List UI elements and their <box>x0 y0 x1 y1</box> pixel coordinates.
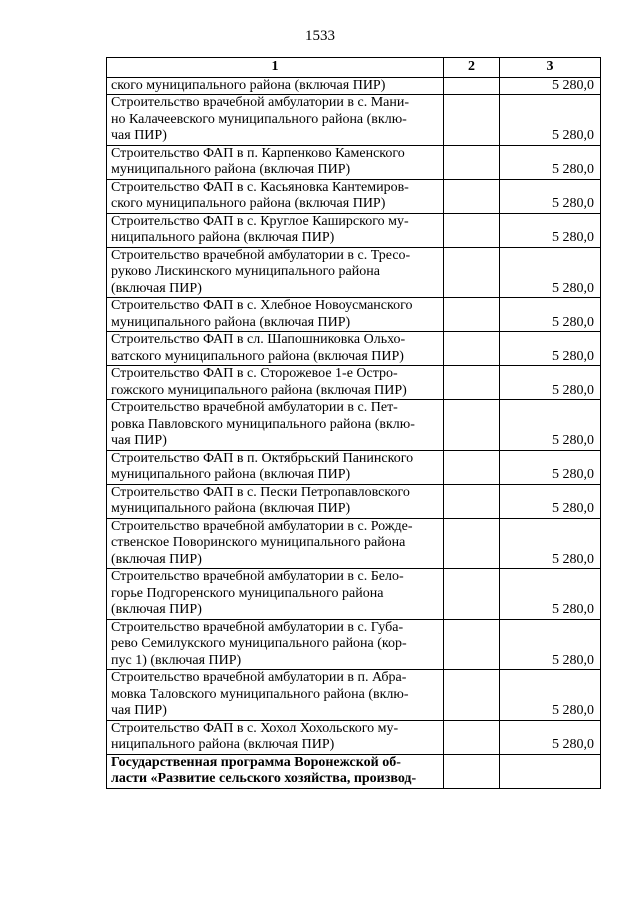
project-description-cell <box>107 95 444 146</box>
project-description-cell <box>107 179 444 213</box>
description-line: Строительство врачебной амбулатории в с. Мани- <box>111 95 410 110</box>
amount-cell: 5 280,0 <box>500 298 601 332</box>
description-line: муниципального района (включая ПИР) <box>111 501 351 516</box>
budget-table <box>106 57 601 789</box>
project-description-cell <box>107 518 444 569</box>
column-2-cell <box>444 670 500 721</box>
table-row <box>107 366 601 400</box>
table-row <box>107 298 601 332</box>
description-line: ского муниципального района (включая ПИР) <box>111 77 386 93</box>
description-line: Строительство ФАП в с. Хлебное Новоусманского <box>111 298 413 313</box>
description-line: Строительство ФАП в с. Хохол Хохольского му- <box>111 720 399 736</box>
table-row <box>107 720 601 754</box>
project-description-cell <box>107 332 444 366</box>
table-header-row <box>107 58 601 78</box>
table-row <box>107 332 601 366</box>
description-line: Строительство ФАП в с. Круглое Каширского му- <box>111 213 409 229</box>
description-line: Строительство ФАП в п. Октябрьский Панинского <box>111 450 414 466</box>
description-line: чая ПИР) <box>111 128 167 143</box>
description-line: горье Подгоренского муниципального района <box>111 585 384 601</box>
description-line: Строительство врачебной амбулатории в с. Бело- <box>111 569 404 584</box>
amount-cell: 5 280,0 <box>500 366 601 400</box>
column-2-cell <box>444 145 500 179</box>
column-2-cell <box>444 179 500 213</box>
description-line: Строительство ФАП в сл. Шапошниковка Ольхо- <box>111 332 406 347</box>
table-row <box>107 400 601 451</box>
description-line: ватского муниципального района (включая ПИР) <box>111 348 404 364</box>
amount-cell: 5 280,0 <box>500 247 601 298</box>
description-line: ниципального района (включая ПИР) <box>111 230 335 245</box>
column-2-cell <box>444 400 500 451</box>
column-2-cell <box>444 95 500 146</box>
column-2-cell <box>444 77 500 95</box>
description-line: руково Лискинского муниципального района <box>111 264 380 279</box>
column-2-cell <box>444 484 500 518</box>
table-row <box>107 518 601 569</box>
table-row <box>107 95 601 146</box>
amount-cell: 5 280,0 <box>500 213 601 247</box>
table-row <box>107 670 601 721</box>
table-row <box>107 77 601 95</box>
description-line: (включая ПИР) <box>111 280 202 296</box>
description-line: ниципального района (включая ПИР) <box>111 737 335 752</box>
amount-cell: 5 280,0 <box>500 400 601 451</box>
project-description-cell <box>107 569 444 620</box>
program-title-cell <box>107 754 444 788</box>
table-row <box>107 619 601 670</box>
description-line: Строительство врачебной амбулатории в с. Рожде- <box>111 518 413 534</box>
project-description-cell <box>107 670 444 721</box>
description-line: муниципального района (включая ПИР) <box>111 467 351 482</box>
program-title-line: Государственная программа Воронежской об- <box>111 754 401 770</box>
table-row <box>107 569 601 620</box>
table-body <box>107 77 601 788</box>
project-description-cell <box>107 450 444 484</box>
column-2-cell <box>444 298 500 332</box>
table-row <box>107 484 601 518</box>
column-2-cell <box>444 720 500 754</box>
description-line: Строительство ФАП в с. Пески Петропавловского <box>111 484 410 500</box>
program-title-line: ласти «Развитие сельского хозяйства, производ- <box>111 771 417 786</box>
amount-cell: 5 280,0 <box>500 518 601 569</box>
description-line: но Калачеевского муниципального района (вклю- <box>111 111 407 127</box>
column-2-cell <box>444 569 500 620</box>
description-line: рево Семилукского муниципального района (кор- <box>111 636 407 651</box>
column-2-cell <box>444 754 500 788</box>
table-row <box>107 179 601 213</box>
amount-cell: 5 280,0 <box>500 179 601 213</box>
project-description-cell <box>107 619 444 670</box>
table-row <box>107 450 601 484</box>
amount-cell: 5 280,0 <box>500 450 601 484</box>
column-2-cell <box>444 332 500 366</box>
amount-cell: 5 280,0 <box>500 77 601 95</box>
column-2-cell <box>444 366 500 400</box>
column-2-cell <box>444 450 500 484</box>
table-row <box>107 145 601 179</box>
description-line: ственское Поворинского муниципального района <box>111 535 406 550</box>
description-line: муниципального района (включая ПИР) <box>111 162 351 177</box>
table-row <box>107 213 601 247</box>
project-description-cell <box>107 366 444 400</box>
amount-cell: 5 280,0 <box>500 484 601 518</box>
amount-cell: 5 280,0 <box>500 720 601 754</box>
project-description-cell <box>107 400 444 451</box>
description-line: (включая ПИР) <box>111 551 202 567</box>
column-2-cell <box>444 247 500 298</box>
description-line: чая ПИР) <box>111 433 167 448</box>
description-line: (включая ПИР) <box>111 602 202 617</box>
description-line: Строительство врачебной амбулатории в с. Губа- <box>111 619 404 635</box>
amount-cell: 5 280,0 <box>500 332 601 366</box>
column-header-3: 3 <box>500 58 601 78</box>
description-line: гожского муниципального района (включая ПИР) <box>111 382 407 398</box>
description-line: пус 1) (включая ПИР) <box>111 652 242 668</box>
column-2-cell <box>444 213 500 247</box>
amount-cell: 5 280,0 <box>500 619 601 670</box>
project-description-cell <box>107 247 444 298</box>
column-header-2: 2 <box>444 58 500 78</box>
amount-cell: 5 280,0 <box>500 569 601 620</box>
project-description-cell <box>107 484 444 518</box>
table-row <box>107 247 601 298</box>
description-line: мовка Таловского муниципального района (вклю- <box>111 686 409 702</box>
description-line: муниципального района (включая ПИР) <box>111 314 351 330</box>
project-description-cell <box>107 720 444 754</box>
page-number: 1533 <box>305 28 335 44</box>
column-header-1: 1 <box>107 58 444 78</box>
project-description-cell <box>107 213 444 247</box>
column-2-cell <box>444 518 500 569</box>
description-line: ского муниципального района (включая ПИР) <box>111 196 386 211</box>
project-description-cell <box>107 298 444 332</box>
description-line: Строительство ФАП в с. Касьяновка Кантемиров- <box>111 179 409 195</box>
description-line: Строительство врачебной амбулатории в с. Тресо- <box>111 247 411 263</box>
amount-cell: 5 280,0 <box>500 95 601 146</box>
program-heading-row <box>107 754 601 788</box>
column-2-cell <box>444 619 500 670</box>
description-line: Строительство врачебной амбулатории в п. Абра- <box>111 670 407 685</box>
description-line: ровка Павловского муниципального района (вклю- <box>111 416 415 432</box>
description-line: Строительство врачебной амбулатории в с. Пет- <box>111 400 398 415</box>
project-description-cell <box>107 145 444 179</box>
project-description-cell <box>107 77 444 95</box>
description-line: Строительство ФАП в п. Карпенково Каменского <box>111 145 405 161</box>
amount-cell <box>500 754 601 788</box>
description-line: чая ПИР) <box>111 703 167 718</box>
description-line: Строительство ФАП в с. Сторожевое 1-е Остро- <box>111 366 398 381</box>
amount-cell: 5 280,0 <box>500 670 601 721</box>
amount-cell: 5 280,0 <box>500 145 601 179</box>
